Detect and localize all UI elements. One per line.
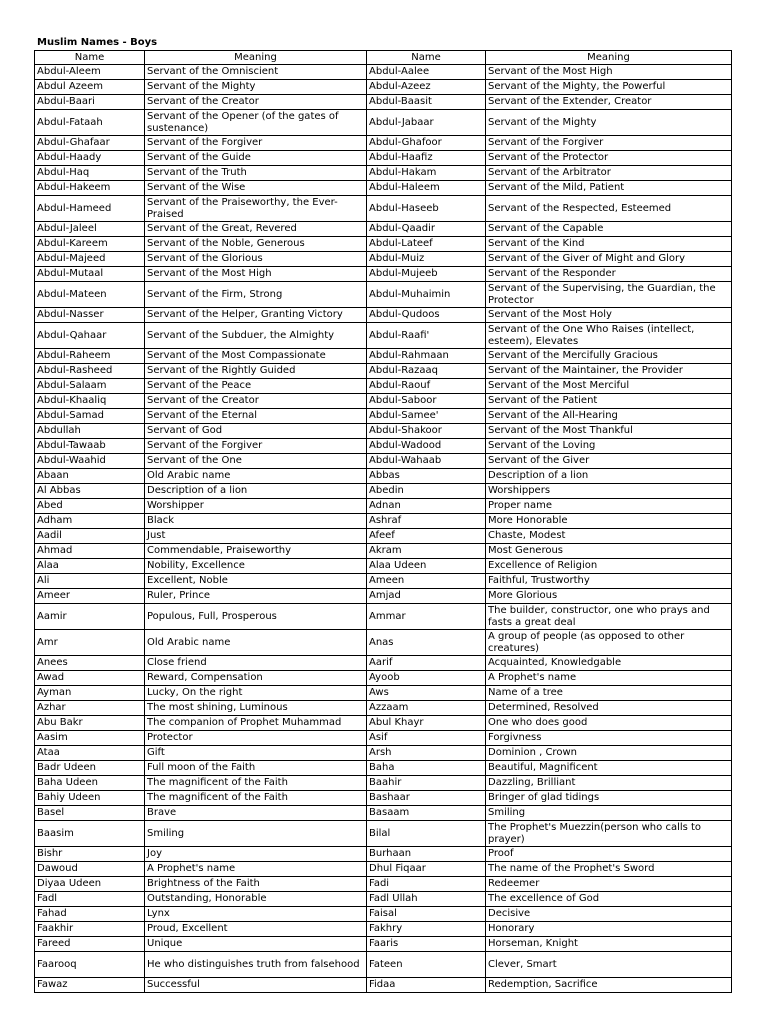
name-cell: Abedin (367, 484, 486, 499)
meaning-cell: More Honorable (486, 514, 732, 529)
meaning-cell: Servant of the Most High (486, 65, 732, 80)
meaning-cell: Acquainted, Knowledgable (486, 656, 732, 671)
meaning-cell: Servant of the Capable (486, 222, 732, 237)
table-row (35, 469, 732, 484)
name-cell: Ameen (367, 574, 486, 589)
table-row (35, 630, 732, 656)
header-meaning-2: Meaning (486, 51, 732, 65)
table-row (35, 439, 732, 454)
meaning-cell: Beautiful, Magnificent (486, 761, 732, 776)
table-row (35, 746, 732, 761)
meaning-cell: Dominion , Crown (486, 746, 732, 761)
table-row (35, 196, 732, 222)
name-cell: Abdul-Saboor (367, 394, 486, 409)
meaning-cell: Servant of the Protector (486, 151, 732, 166)
table-row (35, 267, 732, 282)
meaning-cell: Servant of the Omniscient (145, 65, 367, 80)
meaning-cell: Servant of the Helper, Granting Victory (145, 308, 367, 323)
table-row (35, 701, 732, 716)
meaning-cell: Forgivness (486, 731, 732, 746)
meaning-cell: Most Generous (486, 544, 732, 559)
meaning-cell: Servant of the Most High (145, 267, 367, 282)
meaning-cell: The companion of Prophet Muhammad (145, 716, 367, 731)
name-cell: Abu Bakr (35, 716, 145, 731)
meaning-cell: Servant of the Giver (486, 454, 732, 469)
name-cell: Faakhir (35, 922, 145, 937)
table-row (35, 424, 732, 439)
table-row (35, 499, 732, 514)
name-cell: Abdul-Samee' (367, 409, 486, 424)
meaning-cell: Servant of the One (145, 454, 367, 469)
name-cell: Faaris (367, 937, 486, 952)
name-cell: Abdul-Raafi' (367, 323, 486, 349)
meaning-cell: Servant of the Praiseworthy, the Ever-Praised (145, 196, 367, 222)
table-row (35, 847, 732, 862)
table-row (35, 409, 732, 424)
meaning-cell: The magnificent of the Faith (145, 776, 367, 791)
table-row (35, 222, 732, 237)
name-cell: Abdul-Majeed (35, 252, 145, 267)
header-name-1: Name (35, 51, 145, 65)
meaning-cell: Servant of the Extender, Creator (486, 95, 732, 110)
name-cell: Akram (367, 544, 486, 559)
table-row (35, 282, 732, 308)
meaning-cell: Servant of the Wise (145, 181, 367, 196)
table-row (35, 821, 732, 847)
meaning-cell: Protector (145, 731, 367, 746)
names-body (35, 65, 732, 993)
meaning-cell: Servant of the Patient (486, 394, 732, 409)
name-cell: Abdul-Haseeb (367, 196, 486, 222)
meaning-cell: Servant of the Most Merciful (486, 379, 732, 394)
meaning-cell: Description of a lion (486, 469, 732, 484)
meaning-cell: Successful (145, 978, 367, 993)
name-cell: Ameer (35, 589, 145, 604)
meaning-cell: Servant of the Mild, Patient (486, 181, 732, 196)
name-cell: Ahmad (35, 544, 145, 559)
meaning-cell: Servant of the Mercifully Gracious (486, 349, 732, 364)
name-cell: Arsh (367, 746, 486, 761)
name-cell: Abdul-Baasit (367, 95, 486, 110)
meaning-cell: Servant of the Great, Revered (145, 222, 367, 237)
name-cell: Adham (35, 514, 145, 529)
table-row (35, 761, 732, 776)
name-cell: Abdul-Haady (35, 151, 145, 166)
name-cell: Abdul-Qaadir (367, 222, 486, 237)
table-row (35, 686, 732, 701)
name-cell: Abdul-Ghafoor (367, 136, 486, 151)
name-cell: Adnan (367, 499, 486, 514)
meaning-cell: Decisive (486, 907, 732, 922)
meaning-cell: Servant of the Rightly Guided (145, 364, 367, 379)
table-row (35, 978, 732, 993)
meaning-cell: Servant of the Subduer, the Almighty (145, 323, 367, 349)
table-row (35, 136, 732, 151)
meaning-cell: Worshippers (486, 484, 732, 499)
name-cell: Abdul-Wahaab (367, 454, 486, 469)
meaning-cell: Close friend (145, 656, 367, 671)
meaning-cell: Servant of the Respected, Esteemed (486, 196, 732, 222)
name-cell: Aasim (35, 731, 145, 746)
name-cell: Abdul-Mateen (35, 282, 145, 308)
name-cell: Fareed (35, 937, 145, 952)
name-cell: Diyaa Udeen (35, 877, 145, 892)
meaning-cell: Reward, Compensation (145, 671, 367, 686)
name-cell: Abdul-Ghafaar (35, 136, 145, 151)
name-cell: Amjad (367, 589, 486, 604)
name-cell: Abdul-Mutaal (35, 267, 145, 282)
name-cell: Abdul-Samad (35, 409, 145, 424)
meaning-cell: Black (145, 514, 367, 529)
header-row (35, 51, 732, 65)
name-cell: Fahad (35, 907, 145, 922)
meaning-cell: Servant of the Mighty (145, 80, 367, 95)
meaning-cell: Servant of the Most Holy (486, 308, 732, 323)
name-cell: Abdul-Haq (35, 166, 145, 181)
name-cell: Abdul-Wadood (367, 439, 486, 454)
name-cell: Abdul-Hakeem (35, 181, 145, 196)
meaning-cell: Name of a tree (486, 686, 732, 701)
meaning-cell: Brave (145, 806, 367, 821)
name-cell: Abdul-Nasser (35, 308, 145, 323)
table-row (35, 166, 732, 181)
table-row (35, 952, 732, 978)
meaning-cell: Old Arabic name (145, 630, 367, 656)
meaning-cell: Servant of the Mighty, the Powerful (486, 80, 732, 95)
name-cell: Abbas (367, 469, 486, 484)
meaning-cell: More Glorious (486, 589, 732, 604)
meaning-cell: Servant of the Responder (486, 267, 732, 282)
meaning-cell: Servant of the One Who Raises (intellect, esteem), Elevates (486, 323, 732, 349)
table-row (35, 364, 732, 379)
name-cell: Abed (35, 499, 145, 514)
meaning-cell: The most shining, Luminous (145, 701, 367, 716)
page-title: Muslim Names - Boys (37, 37, 158, 48)
table-row (35, 237, 732, 252)
name-cell: Ammar (367, 604, 486, 630)
name-cell: Abdul-Kareem (35, 237, 145, 252)
meaning-cell: Servant of the Opener (of the gates of sustenance) (145, 110, 367, 136)
table-row (35, 806, 732, 821)
meaning-cell: Worshipper (145, 499, 367, 514)
meaning-cell: Faithful, Trustworthy (486, 574, 732, 589)
table-row (35, 95, 732, 110)
meaning-cell: Servant of the Forgiver (145, 439, 367, 454)
meaning-cell: Servant of the Glorious (145, 252, 367, 267)
name-cell: Faisal (367, 907, 486, 922)
name-cell: Dawoud (35, 862, 145, 877)
meaning-cell: The name of the Prophet's Sword (486, 862, 732, 877)
name-cell: Asif (367, 731, 486, 746)
meaning-cell: Servant of the Arbitrator (486, 166, 732, 181)
name-cell: Basaam (367, 806, 486, 821)
name-cell: Fateen (367, 952, 486, 978)
table-row (35, 922, 732, 937)
meaning-cell: Brightness of the Faith (145, 877, 367, 892)
name-cell: Abdul-Haleem (367, 181, 486, 196)
meaning-cell: Chaste, Modest (486, 529, 732, 544)
name-cell: Abdul-Muiz (367, 252, 486, 267)
meaning-cell: Servant of the Firm, Strong (145, 282, 367, 308)
name-cell: Baahir (367, 776, 486, 791)
table-row (35, 776, 732, 791)
name-cell: Abdul-Lateef (367, 237, 486, 252)
name-cell: Abdul-Hameed (35, 196, 145, 222)
name-cell: Aamir (35, 604, 145, 630)
meaning-cell: Servant of the Peace (145, 379, 367, 394)
table-row (35, 151, 732, 166)
name-cell: Abdul-Waahid (35, 454, 145, 469)
name-cell: Abdul-Raheem (35, 349, 145, 364)
name-cell: Ayman (35, 686, 145, 701)
name-cell: Azhar (35, 701, 145, 716)
name-cell: Aarif (367, 656, 486, 671)
name-cell: Baasim (35, 821, 145, 847)
name-cell: Aws (367, 686, 486, 701)
table-row (35, 604, 732, 630)
meaning-cell: Servant of the Giver of Might and Glory (486, 252, 732, 267)
meaning-cell: Clever, Smart (486, 952, 732, 978)
name-cell: Aadil (35, 529, 145, 544)
name-cell: Afeef (367, 529, 486, 544)
table-row (35, 394, 732, 409)
meaning-cell: The magnificent of the Faith (145, 791, 367, 806)
meaning-cell: Proper name (486, 499, 732, 514)
name-cell: Ayoob (367, 671, 486, 686)
meaning-cell: Servant of the Truth (145, 166, 367, 181)
meaning-cell: Servant of God (145, 424, 367, 439)
name-cell: Burhaan (367, 847, 486, 862)
name-cell: Bahiy Udeen (35, 791, 145, 806)
meaning-cell: Nobility, Excellence (145, 559, 367, 574)
table-row (35, 716, 732, 731)
name-cell: Ataa (35, 746, 145, 761)
table-row (35, 181, 732, 196)
name-cell: Abdullah (35, 424, 145, 439)
name-cell: Alaa Udeen (367, 559, 486, 574)
name-cell: Fadl Ullah (367, 892, 486, 907)
meaning-cell: Lynx (145, 907, 367, 922)
meaning-cell: Commendable, Praiseworthy (145, 544, 367, 559)
meaning-cell: Old Arabic name (145, 469, 367, 484)
table-row (35, 484, 732, 499)
name-cell: Abaan (35, 469, 145, 484)
name-cell: Abdul-Aleem (35, 65, 145, 80)
meaning-cell: The excellence of God (486, 892, 732, 907)
name-cell: Abdul-Mujeeb (367, 267, 486, 282)
name-cell: Faarooq (35, 952, 145, 978)
name-cell: Fakhry (367, 922, 486, 937)
meaning-cell: Lucky, On the right (145, 686, 367, 701)
meaning-cell: Redeemer (486, 877, 732, 892)
table-row (35, 110, 732, 136)
name-cell: Abdul-Jaleel (35, 222, 145, 237)
name-cell: Abdul Azeem (35, 80, 145, 95)
name-cell: Alaa (35, 559, 145, 574)
name-cell: Basel (35, 806, 145, 821)
name-cell: Abdul-Jabaar (367, 110, 486, 136)
name-cell: Bilal (367, 821, 486, 847)
meaning-cell: A Prophet's name (145, 862, 367, 877)
name-cell: Abdul-Rasheed (35, 364, 145, 379)
table-row (35, 731, 732, 746)
name-cell: Awad (35, 671, 145, 686)
meaning-cell: Servant of the Most Compassionate (145, 349, 367, 364)
meaning-cell: Redemption, Sacrifice (486, 978, 732, 993)
table-row (35, 574, 732, 589)
name-cell: Fidaa (367, 978, 486, 993)
meaning-cell: Servant of the Forgiver (145, 136, 367, 151)
meaning-cell: Gift (145, 746, 367, 761)
meaning-cell: Populous, Full, Prosperous (145, 604, 367, 630)
name-cell: Abdul-Aalee (367, 65, 486, 80)
meaning-cell: Servant of the Creator (145, 95, 367, 110)
meaning-cell: Servant of the Loving (486, 439, 732, 454)
meaning-cell: A group of people (as opposed to other creatures) (486, 630, 732, 656)
meaning-cell: Servant of the Supervising, the Guardian, the Protector (486, 282, 732, 308)
name-cell: Ashraf (367, 514, 486, 529)
meaning-cell: Servant of the Kind (486, 237, 732, 252)
meaning-cell: Servant of the Maintainer, the Provider (486, 364, 732, 379)
table-row (35, 671, 732, 686)
meaning-cell: One who does good (486, 716, 732, 731)
table-row (35, 589, 732, 604)
meaning-cell: Servant of the Eternal (145, 409, 367, 424)
meaning-cell: Smiling (486, 806, 732, 821)
table-row (35, 529, 732, 544)
meaning-cell: Full moon of the Faith (145, 761, 367, 776)
header-name-2: Name (367, 51, 486, 65)
meaning-cell: The builder, constructor, one who prays and fasts a great deal (486, 604, 732, 630)
meaning-cell: Excellence of Religion (486, 559, 732, 574)
name-cell: Abdul-Qahaar (35, 323, 145, 349)
name-cell: Badr Udeen (35, 761, 145, 776)
meaning-cell: Just (145, 529, 367, 544)
table-row (35, 65, 732, 80)
name-cell: Abdul-Haafiz (367, 151, 486, 166)
name-cell: Fadl (35, 892, 145, 907)
table-row (35, 80, 732, 95)
meaning-cell: Smiling (145, 821, 367, 847)
meaning-cell: He who distinguishes truth from falsehood (145, 952, 367, 978)
names-table (34, 50, 732, 993)
name-cell: Baha (367, 761, 486, 776)
table-row (35, 379, 732, 394)
table-row (35, 349, 732, 364)
table-row (35, 656, 732, 671)
name-cell: Abdul-Muhaimin (367, 282, 486, 308)
name-cell: Abul Khayr (367, 716, 486, 731)
table-row (35, 877, 732, 892)
header-meaning-1: Meaning (145, 51, 367, 65)
table-row (35, 323, 732, 349)
meaning-cell: Servant of the Guide (145, 151, 367, 166)
name-cell: Anees (35, 656, 145, 671)
name-cell: Abdul-Hakam (367, 166, 486, 181)
name-cell: Bishr (35, 847, 145, 862)
name-cell: Abdul-Tawaab (35, 439, 145, 454)
table-row (35, 308, 732, 323)
name-cell: Al Abbas (35, 484, 145, 499)
meaning-cell: Horseman, Knight (486, 937, 732, 952)
name-cell: Fawaz (35, 978, 145, 993)
name-cell: Abdul-Khaaliq (35, 394, 145, 409)
meaning-cell: Servant of the All-Hearing (486, 409, 732, 424)
meaning-cell: Servant of the Mighty (486, 110, 732, 136)
table-row (35, 544, 732, 559)
table-row (35, 862, 732, 877)
name-cell: Baha Udeen (35, 776, 145, 791)
meaning-cell: Honorary (486, 922, 732, 937)
name-cell: Fadi (367, 877, 486, 892)
table-row (35, 252, 732, 267)
meaning-cell: Determined, Resolved (486, 701, 732, 716)
name-cell: Azzaam (367, 701, 486, 716)
table-row (35, 791, 732, 806)
name-cell: Abdul-Fataah (35, 110, 145, 136)
name-cell: Abdul-Salaam (35, 379, 145, 394)
name-cell: Amr (35, 630, 145, 656)
name-cell: Dhul Fiqaar (367, 862, 486, 877)
meaning-cell: Outstanding, Honorable (145, 892, 367, 907)
name-cell: Abdul-Razaaq (367, 364, 486, 379)
meaning-cell: A Prophet's name (486, 671, 732, 686)
table-row (35, 907, 732, 922)
meaning-cell: Bringer of glad tidings (486, 791, 732, 806)
name-cell: Abdul-Azeez (367, 80, 486, 95)
meaning-cell: Description of a lion (145, 484, 367, 499)
meaning-cell: Ruler, Prince (145, 589, 367, 604)
table-row (35, 892, 732, 907)
meaning-cell: Excellent, Noble (145, 574, 367, 589)
table-row (35, 937, 732, 952)
table-row (35, 514, 732, 529)
meaning-cell: Joy (145, 847, 367, 862)
name-cell: Ali (35, 574, 145, 589)
table-row (35, 559, 732, 574)
meaning-cell: Servant of the Creator (145, 394, 367, 409)
name-cell: Abdul-Baari (35, 95, 145, 110)
meaning-cell: Servant of the Forgiver (486, 136, 732, 151)
meaning-cell: Servant of the Most Thankful (486, 424, 732, 439)
name-cell: Anas (367, 630, 486, 656)
name-cell: Abdul-Qudoos (367, 308, 486, 323)
name-cell: Abdul-Rahmaan (367, 349, 486, 364)
table-row (35, 454, 732, 469)
meaning-cell: Unique (145, 937, 367, 952)
name-cell: Abdul-Shakoor (367, 424, 486, 439)
name-cell: Bashaar (367, 791, 486, 806)
name-cell: Abdul-Raouf (367, 379, 486, 394)
meaning-cell: Servant of the Noble, Generous (145, 237, 367, 252)
meaning-cell: The Prophet's Muezzin(person who calls to prayer) (486, 821, 732, 847)
meaning-cell: Proud, Excellent (145, 922, 367, 937)
meaning-cell: Proof (486, 847, 732, 862)
meaning-cell: Dazzling, Brilliant (486, 776, 732, 791)
